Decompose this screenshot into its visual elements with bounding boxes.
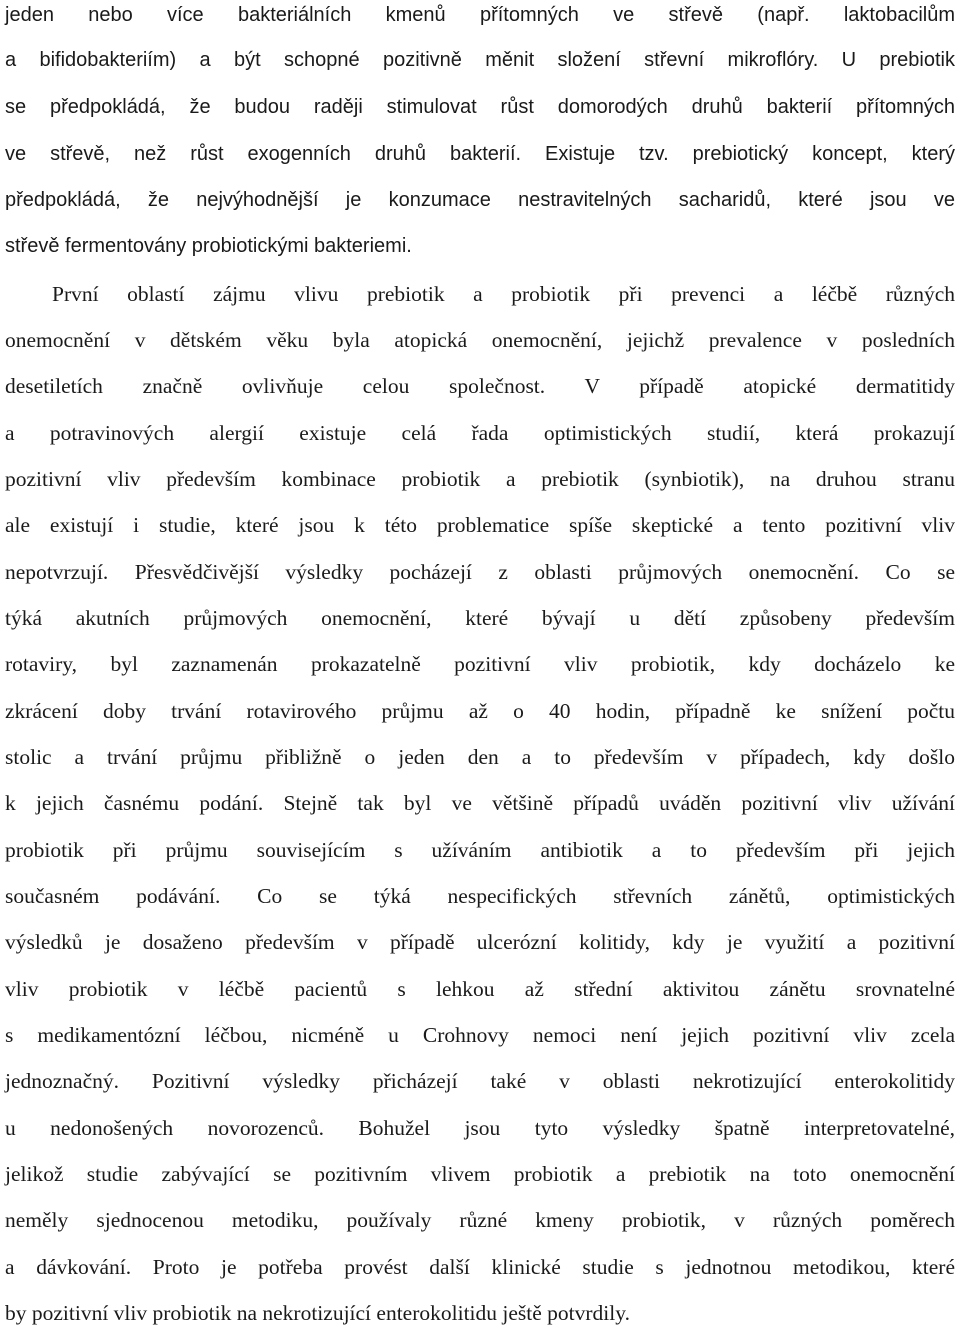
text-line: ale existují i studie, které jsou k této problematice spíše skeptické a tento pozitivní vliv [5,513,955,537]
text-line: s medikamentózní léčbou, nicméně u Crohnovy nemoci není jejich pozitivní vliv zcela [5,1023,955,1047]
text-line: a potravinových alergií existuje celá řada optimistických studií, která prokazují [5,421,955,445]
paragraph-first-line: První oblastí zájmu vlivu prebiotik a probiotik při prevenci a léčbě různých [52,282,955,306]
text-line: onemocnění v dětském věku byla atopická onemocnění, jejichž prevalence v posledních [5,328,955,352]
text-line: jelikož studie zabývající se pozitivním vlivem probiotik a prebiotik na toto onemocnění [5,1162,955,1186]
text-line: předpokládá, že nejvýhodnější je konzumace nestravitelných sacharidů, které jsou ve [5,189,955,211]
text-line: nepotvrzují. Přesvědčivější výsledky pocházejí z oblasti průjmových onemocnění. Co se [5,560,955,584]
text-line: týká akutních průjmových onemocnění, které bývají u dětí způsobeny především [5,606,955,630]
text-line: současném podávání. Co se týká nespecifických střevních zánětů, optimistických [5,884,955,908]
text-line: jeden nebo více bakteriálních kmenů přítomných ve střevě (např. laktobacilům [5,4,955,26]
text-line: pozitivní vliv především kombinace probiotik a prebiotik (synbiotik), na druhou stranu [5,467,955,491]
text-line: rotaviry, byl zaznamenán prokazatelně pozitivní vliv probiotik, kdy docházelo ke [5,652,955,676]
text-line: stolic a trvání průjmu přibližně o jeden den a to především v případech, kdy došlo [5,745,955,769]
text-line: zkrácení doby trvání rotavirového průjmu až o 40 hodin, případně ke snížení počtu [5,699,955,723]
text-line: probiotik při průjmu souvisejícím s užíváním antibiotik a to především při jejich [5,838,955,862]
text-line: vliv probiotik v léčbě pacientů s lehkou až střední aktivitou zánětu srovnatelné [5,977,955,1001]
text-line: jednoznačný. Pozitivní výsledky přicházejí také v oblasti nekrotizující enterokolitidy [5,1069,955,1093]
text-line: a dávkování. Proto je potřeba provést další klinické studie s jednotnou metodikou, které [5,1255,955,1279]
text-line: výsledků je dosaženo především v případě ulcerózní kolitidy, kdy je využití a pozitivní [5,930,955,954]
text-line: u nedonošených novorozenců. Bohužel jsou tyto výsledky špatně interpretovatelné, [5,1116,955,1140]
text-line: neměly sjednocenou metodiku, používaly různé kmeny probiotik, v různých poměrech [5,1208,955,1232]
text-line: střevě fermentovány probiotickými bakteriemi. [5,235,412,257]
text-line: se předpokládá, že budou raději stimulovat růst domorodých druhů bakterií přítomných [5,96,955,118]
text-line: ve střevě, než růst exogenních druhů bakterií. Existuje tzv. prebiotický koncept, který [5,143,955,165]
text-line: a bifidobakteriím) a být schopné pozitivně měnit složení střevní mikroflóry. U prebiotik [5,49,955,71]
text-line: desetiletích značně ovlivňuje celou společnost. V případě atopické dermatitidy [5,374,955,398]
text-line: by pozitivní vliv probiotik na nekrotizující enterokolitidu ještě potvrdily. [5,1301,630,1325]
text-line: k jejich časnému podání. Stejně tak byl ve většině případů uváděn pozitivní vliv užívání [5,791,955,815]
